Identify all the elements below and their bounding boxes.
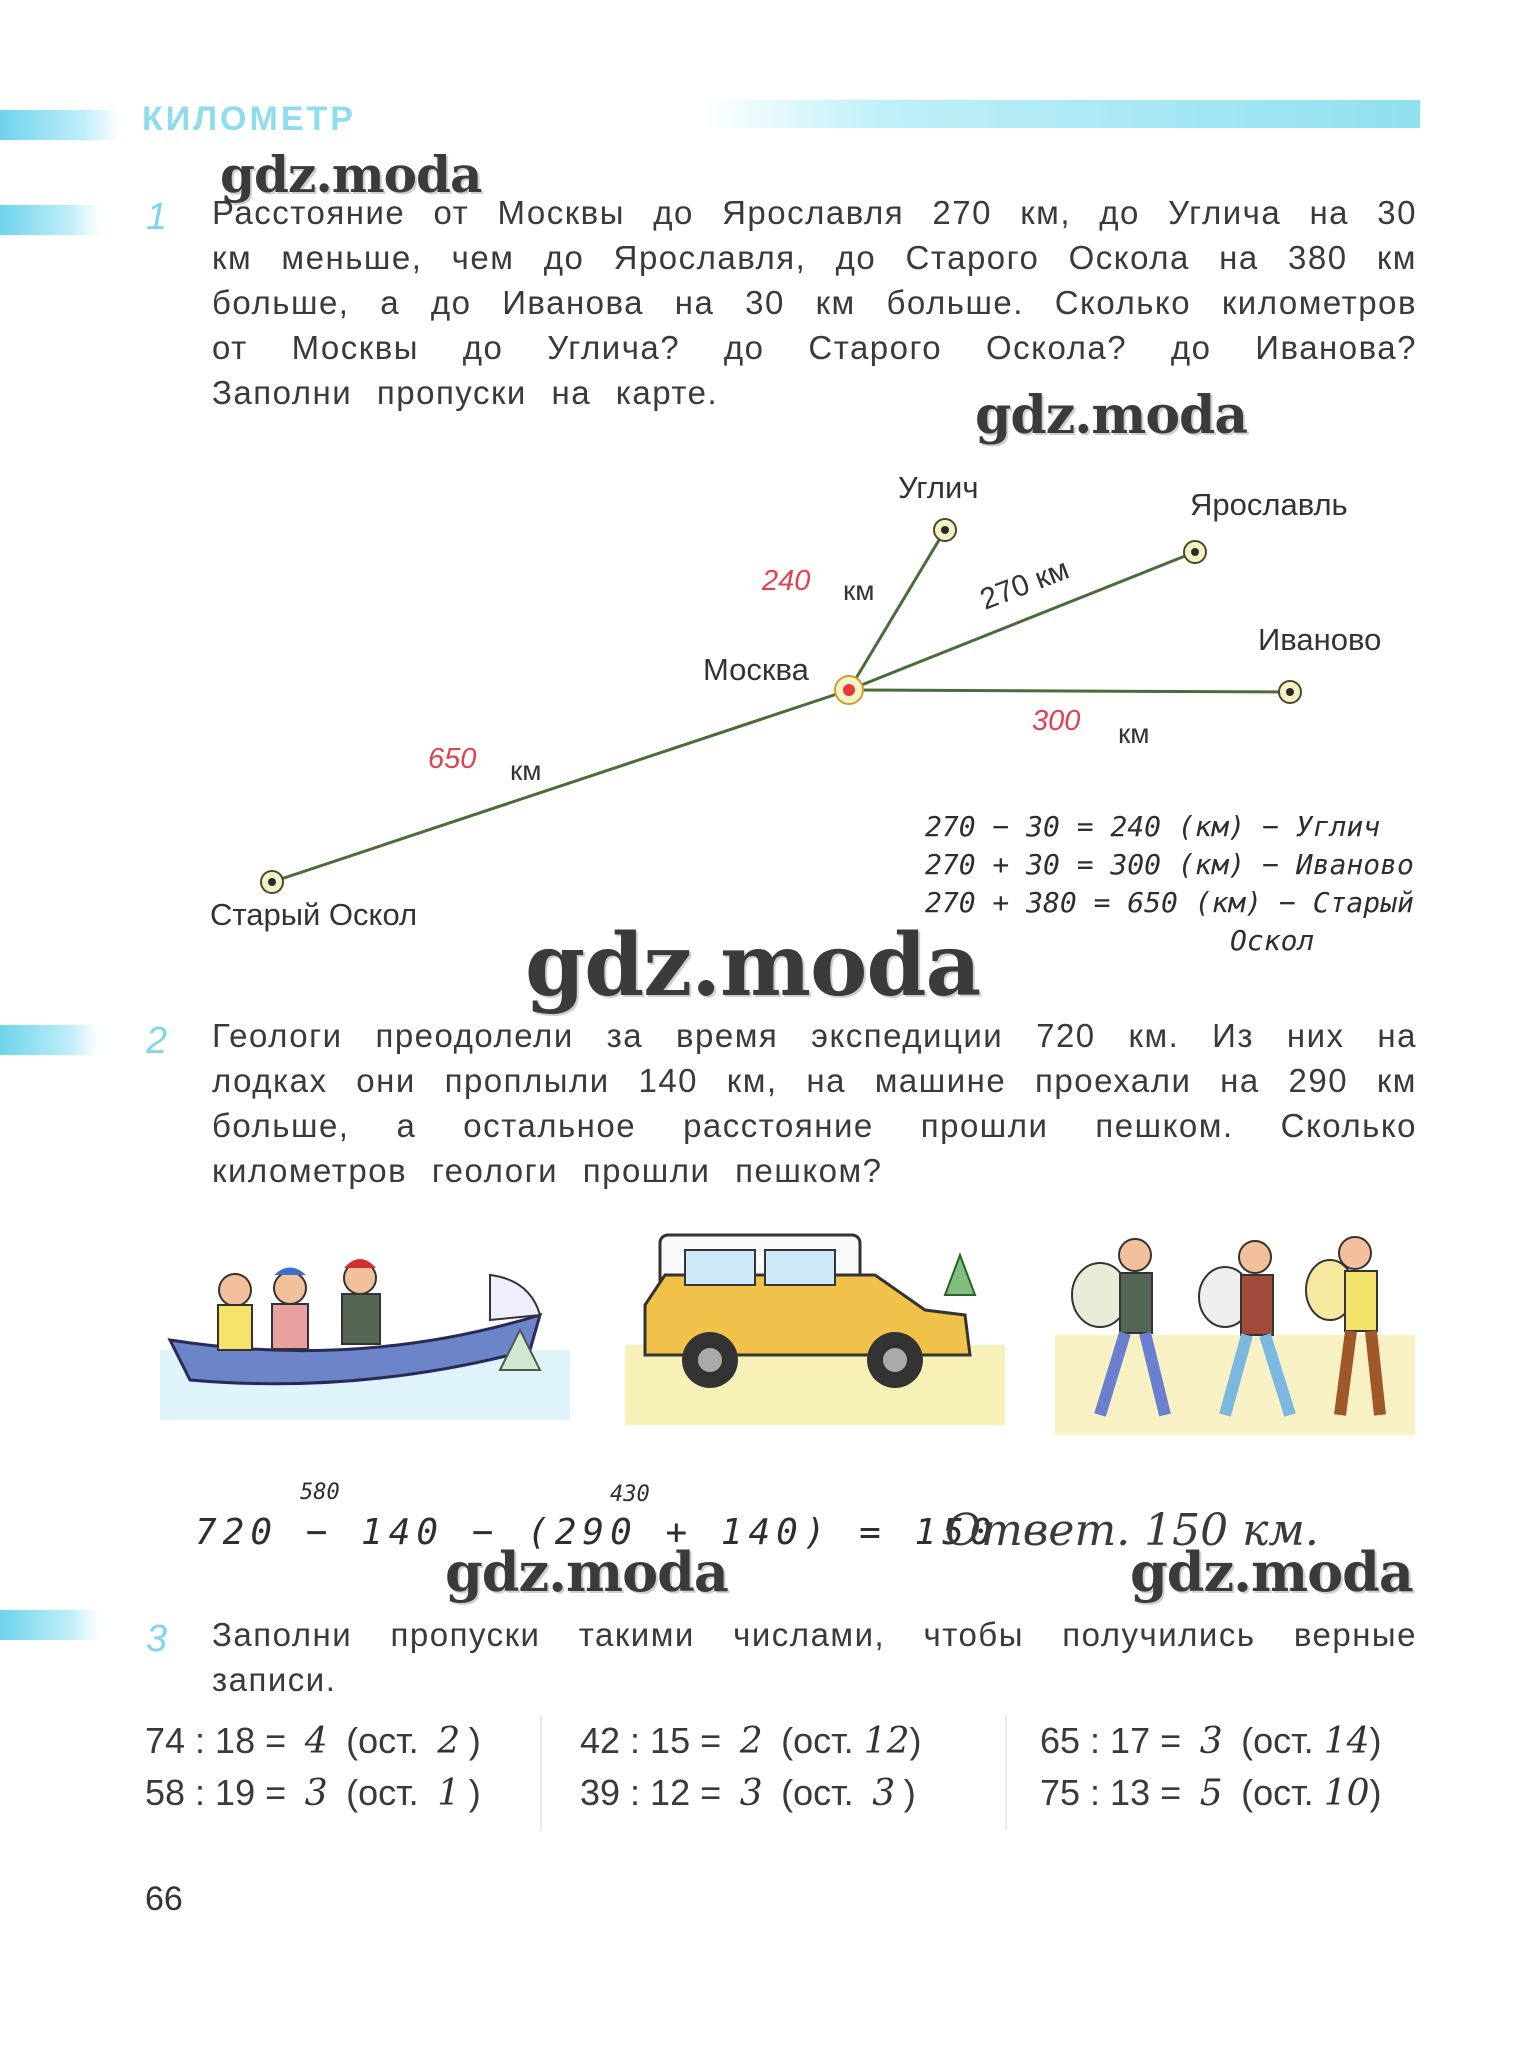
remainder-label: (ост. bbox=[781, 1772, 854, 1813]
column-divider bbox=[1005, 1715, 1007, 1830]
section-title: КИЛОМЕТР bbox=[142, 100, 356, 138]
solution-note: 580 bbox=[300, 1480, 340, 1505]
division-expression: 42 : 15 = bbox=[580, 1720, 722, 1761]
watermark: gdz.moda bbox=[445, 1540, 728, 1604]
city-dot-stary-oskol bbox=[261, 871, 283, 893]
quotient-answer: 3 bbox=[304, 1773, 328, 1814]
watermark: gdz.moda bbox=[220, 145, 482, 204]
close-paren: ) bbox=[468, 1772, 481, 1813]
hikers-illustration bbox=[1055, 1215, 1415, 1435]
watermark: gdz.moda bbox=[525, 915, 981, 1016]
division-record bbox=[145, 1772, 481, 1814]
distance-ivanovo-unit: км bbox=[1118, 718, 1150, 749]
city-label-moscow: Москва bbox=[703, 652, 809, 687]
division-record bbox=[580, 1720, 922, 1762]
quotient-answer: 2 bbox=[739, 1721, 763, 1762]
quotient-answer: 3 bbox=[1199, 1721, 1223, 1762]
remainder-answer: 3 bbox=[872, 1773, 896, 1814]
road-ivanovo bbox=[849, 690, 1290, 692]
remainder-label: (ост. bbox=[781, 1720, 854, 1761]
quotient-answer: 3 bbox=[739, 1773, 763, 1814]
distance-stary-oskol-unit: км bbox=[510, 755, 542, 786]
close-paren: ) bbox=[903, 1772, 916, 1813]
solution-line: 270 + 30 = 300 (км) − Иваново bbox=[925, 848, 1414, 881]
distance-ivanovo-value: 300 bbox=[1032, 705, 1081, 737]
task2-expression: 720 − 140 − (290 + 140) = 150 bbox=[195, 1512, 998, 1553]
city-dot-yaroslavl bbox=[1184, 541, 1206, 563]
watermark: gdz.moda bbox=[975, 385, 1248, 446]
quotient-answer: 4 bbox=[304, 1721, 328, 1762]
close-paren: ) bbox=[1369, 1720, 1382, 1761]
division-expression: 75 : 13 = bbox=[1040, 1772, 1182, 1813]
city-dot-uglich bbox=[934, 519, 956, 541]
solution-line: 270 − 30 = 240 (км) − Углич bbox=[925, 810, 1381, 843]
division-record bbox=[1040, 1772, 1382, 1814]
margin-strip bbox=[0, 1025, 100, 1055]
remainder-answer: 12 bbox=[863, 1721, 910, 1762]
distance-uglich-value: 240 bbox=[762, 565, 811, 597]
division-expression: 65 : 17 = bbox=[1040, 1720, 1182, 1761]
city-label-uglich: Углич bbox=[898, 470, 979, 505]
solution-line: Оскол bbox=[1230, 924, 1315, 957]
watermark: gdz.moda bbox=[1130, 1540, 1413, 1604]
remainder-answer: 14 bbox=[1323, 1721, 1370, 1762]
task-text: Расстояние от Москвы до Ярославля 270 км, до Углича на 30 км меньше, чем до Ярославля, до Старого Оскола на 380 км больше, а до Иванова на 30 км больше. Сколько километров от Москвы до Углича? до Старого Оскола? до Иванова? Заполни пропуски на карте. bbox=[212, 194, 1417, 411]
city-dot-moscow bbox=[835, 676, 863, 704]
division-expression: 58 : 19 = bbox=[145, 1772, 287, 1813]
remainder-label: (ост. bbox=[346, 1772, 419, 1813]
task-text: Заполни пропуски такими числами, чтобы получились верные записи. bbox=[212, 1616, 1417, 1698]
remainder-label: (ост. bbox=[1241, 1772, 1314, 1813]
division-expression: 39 : 12 = bbox=[580, 1772, 722, 1813]
close-paren: ) bbox=[468, 1720, 481, 1761]
margin-strip bbox=[0, 1610, 100, 1640]
header-bar bbox=[700, 100, 1420, 128]
road-stary-oskol bbox=[272, 690, 849, 882]
margin-strip bbox=[0, 110, 120, 140]
margin-strip bbox=[0, 205, 100, 235]
distance-yaroslavl: 270 км bbox=[975, 552, 1074, 617]
remainder-label: (ост. bbox=[346, 1720, 419, 1761]
road-uglich bbox=[849, 530, 945, 690]
remainder-answer: 10 bbox=[1323, 1773, 1370, 1814]
city-label-stary-oskol: Старый Оскол bbox=[210, 897, 418, 932]
division-record bbox=[1040, 1720, 1382, 1762]
close-paren: ) bbox=[1369, 1772, 1382, 1813]
city-dot-ivanovo bbox=[1279, 681, 1301, 703]
distance-stary-oskol-value: 650 bbox=[428, 743, 477, 775]
task-number: 3 bbox=[146, 1618, 168, 1660]
page-number: 66 bbox=[145, 1880, 183, 1918]
remainder-answer: 1 bbox=[437, 1773, 461, 1814]
distance-uglich-unit: км bbox=[843, 575, 875, 606]
division-record bbox=[145, 1720, 481, 1762]
quotient-answer: 5 bbox=[1199, 1773, 1223, 1814]
car-illustration bbox=[625, 1215, 1005, 1425]
remainder-answer: 2 bbox=[437, 1721, 461, 1762]
column-divider bbox=[540, 1715, 542, 1830]
city-label-yaroslavl: Ярославль bbox=[1190, 487, 1348, 522]
boat-illustration bbox=[160, 1220, 570, 1420]
task1-solution bbox=[925, 808, 1414, 960]
close-paren: ) bbox=[909, 1720, 922, 1761]
task-number: 2 bbox=[146, 1020, 168, 1062]
task2-answer: Ответ. 150 км. bbox=[945, 1505, 1319, 1556]
division-expression: 74 : 18 = bbox=[145, 1720, 287, 1761]
division-record bbox=[580, 1772, 916, 1814]
task-text: Геологи преодолели за время экспедиции 720 км. Из них на лодках они проплыли 140 км, на машине проехали на 290 км больше, а остальное расстояние прошли пешком. Сколько километров геологи прошли пешком? bbox=[212, 1017, 1417, 1189]
task-number: 1 bbox=[146, 196, 168, 238]
solution-note: 430 bbox=[610, 1482, 650, 1507]
city-label-ivanovo: Иваново bbox=[1258, 622, 1382, 657]
remainder-label: (ост. bbox=[1241, 1720, 1314, 1761]
solution-line: 270 + 380 = 650 (км) − Старый bbox=[925, 886, 1414, 919]
